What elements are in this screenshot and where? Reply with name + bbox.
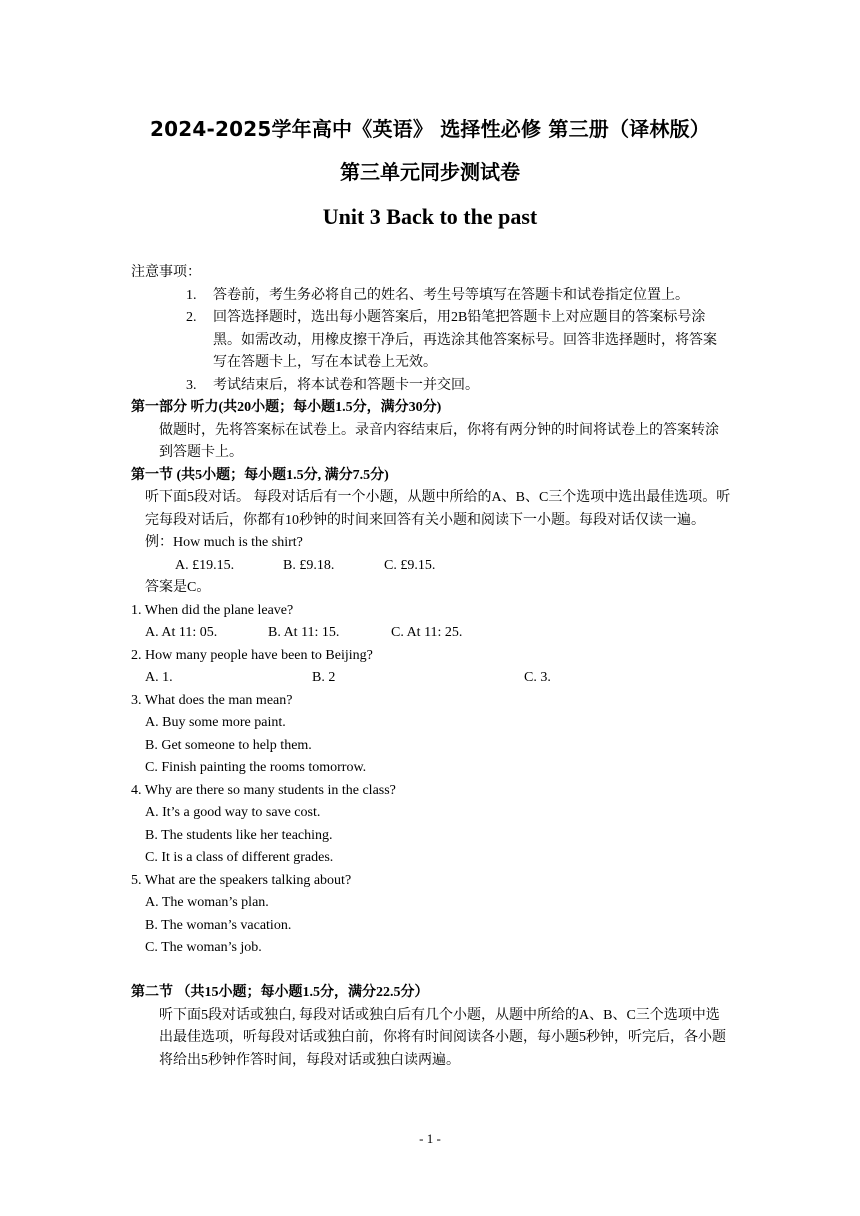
question-1-options — [131, 622, 731, 645]
notes-item — [131, 375, 731, 398]
q4-option-b: B. The students like her teaching. — [145, 827, 333, 843]
document-title: 2024-2025学年高中《英语》 选择性必修 第三册（译林版） — [150, 117, 710, 141]
notes-item — [131, 307, 731, 375]
document-body — [131, 262, 731, 1072]
notes-item-number: 3. — [186, 377, 197, 393]
notes-item-number: 2. — [186, 310, 197, 325]
q4-option-c: C. It is a class of different grades. — [145, 850, 334, 865]
spacer — [131, 960, 731, 983]
part1-intro: 做题时，先将答案标在试卷上。录音内容结束后，你将有两分钟的时间将试卷上的答案转涂到答题卡上。 — [159, 422, 719, 460]
example-answer: 答案是C。 — [145, 580, 211, 595]
q3-option-c: C. Finish painting the rooms tomorrow. — [145, 760, 367, 775]
example-option-b: B. £9.18. — [283, 557, 335, 573]
q3-option-b: B. Get someone to help them. — [145, 737, 312, 753]
example-question: 例：How much is the shirt? — [145, 535, 303, 550]
example-option-c: C. £9.15. — [384, 557, 436, 573]
question-4: 4. Why are there so many students in the class? — [131, 782, 396, 798]
question-2: 2. How many people have been to Beijing? — [131, 647, 373, 663]
section2-heading: 第二节 （共15小题；每小题1.5分，满分22.5分） — [131, 985, 429, 1000]
q5-option-b: B. The woman’s vacation. — [145, 917, 292, 933]
notes-heading: 注意事项： — [131, 265, 201, 280]
q2-option-c: C. 3. — [524, 670, 551, 685]
page-number: - 1 - — [419, 1131, 441, 1146]
question-3: 3. What does the man mean? — [131, 692, 293, 708]
part1-heading: 第一部分 听力(共20小题；每小题1.5分，满分30分) — [131, 400, 442, 415]
example-option-a: A. £19.15. — [175, 557, 235, 573]
section1-intro: 听下面5段对话。 每段对话后有一个小题，从题中所给的A、B、C三个选项中选出最佳选项。听完每段对话后，你都有10秒钟的时间来回答有关小题和阅读下一小题。每段对话仅读一遍。 — [145, 490, 731, 528]
example-options — [131, 555, 731, 578]
q1-option-c: C. At 11: 25. — [391, 625, 463, 640]
q2-option-a: A. 1. — [145, 670, 173, 685]
question-2-options — [131, 667, 731, 690]
unit-title: Unit 3 Back to the past — [322, 204, 538, 229]
question-5: 5. What are the speakers talking about? — [131, 872, 352, 888]
q4-option-a: A. It’s a good way to save cost. — [145, 805, 321, 820]
notes-item-text: 答卷前，考生务必将自己的姓名、考生号等填写在答题卡和试卷指定位置上。 — [213, 287, 689, 303]
notes-item-text: 回答选择题时，选出每小题答案后，用2B铅笔把答题卡上对应题目的答案标号涂黑。如需改动，用橡皮擦干净后，再选涂其他答案标号。回答非选择题时，将答案写在答题卡上，写在本试卷上无效。 — [213, 310, 717, 370]
q5-option-a: A. The woman’s plan. — [145, 895, 269, 910]
question-1: 1. When did the plane leave? — [131, 602, 294, 618]
notes-item-text: 考试结束后，将本试卷和答题卡一并交回。 — [213, 377, 479, 393]
document-subtitle: 第三单元同步测试卷 — [340, 160, 520, 184]
q1-option-a: A. At 11: 05. — [145, 625, 218, 640]
q1-option-b: B. At 11: 15. — [268, 625, 340, 640]
section2-intro: 听下面5段对话或独白, 每段对话或独白后有几个小题，从题中所给的A、B、C三个选项中选出最佳选项，听每段对话或独白前，你将有时间阅读各小题，每小题5秒钟，听完后，各小题将给出5秒钟作答时间，每段对话或独白读两遍。 — [159, 1007, 726, 1068]
q2-option-b: B. 2 — [312, 670, 336, 685]
notes-item — [131, 285, 731, 308]
section1-heading: 第一节 (共5小题；每小题1.5分, 满分7.5分) — [131, 467, 389, 483]
q3-option-a: A. Buy some more paint. — [145, 715, 286, 730]
notes-item-number: 1. — [186, 287, 197, 303]
q5-option-c: C. The woman’s job. — [145, 940, 262, 955]
